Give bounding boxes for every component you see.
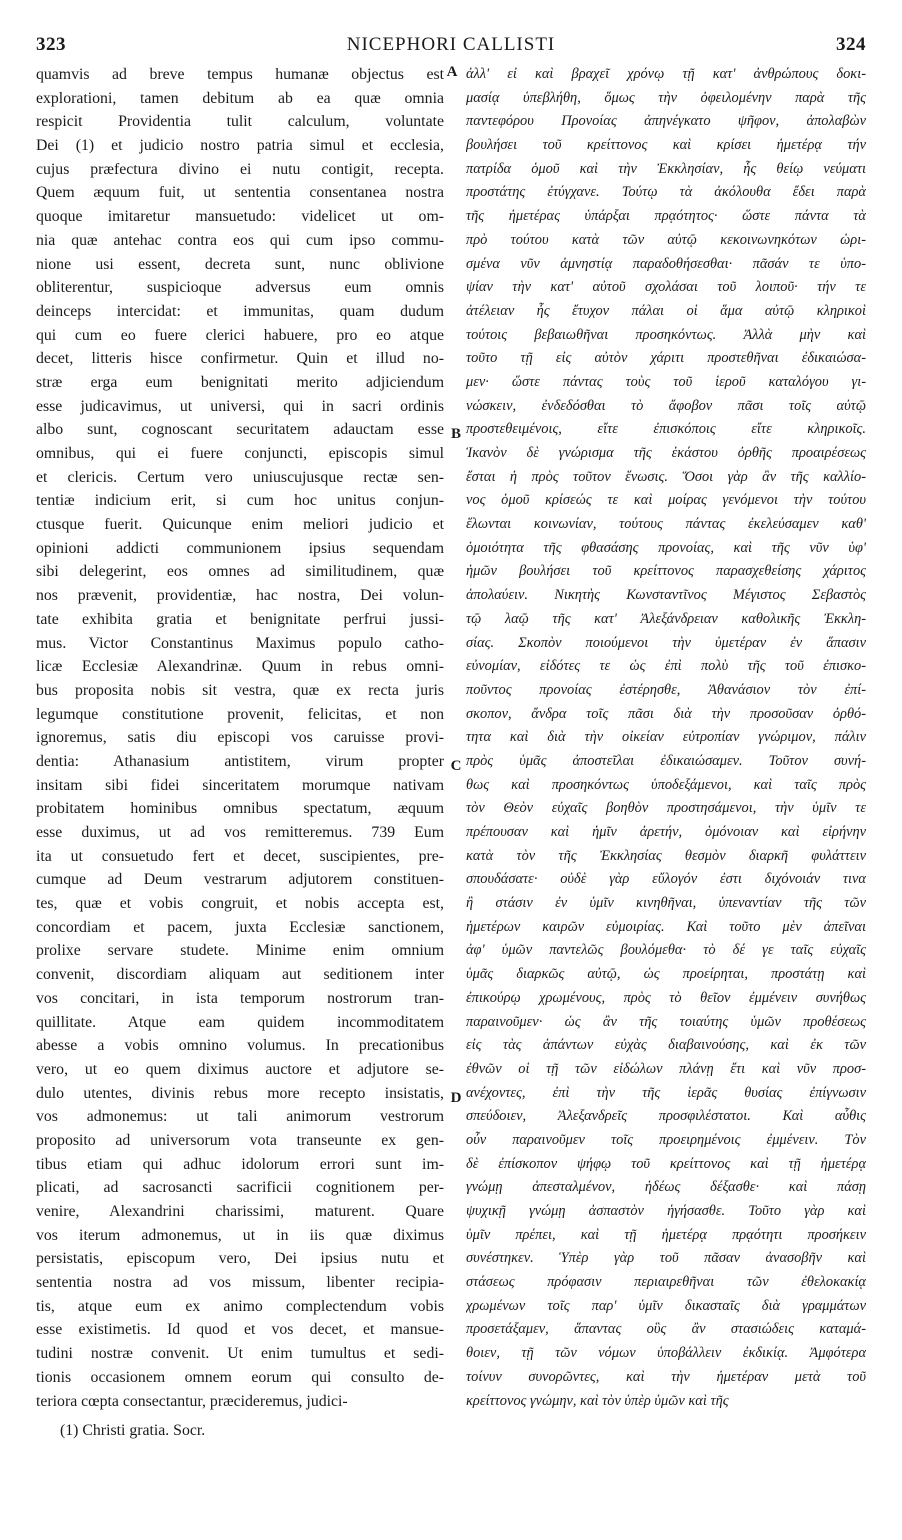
greek-text-line: ψυχικῇ γνώμῃ ἀσπαστὸν ἡγήσασθε. Τοῦτο γὰρ καὶ xyxy=(466,1203,866,1219)
greek-text-line: τῷ λαῷ τῆς κατ' Ἀλεξάνδρειαν καθολικῆς Ἐκκλη- xyxy=(466,610,866,627)
latin-text-line: explorationi, tamen debitum ab ea quæ omnia xyxy=(36,89,444,107)
greek-text-line: πατρίδα ὁμοῦ καὶ τὴν Ἐκκλησίαν, ἧς θείῳ νεύματι xyxy=(466,160,866,177)
latin-text-line: mus. Victor Constantinus Maximus populo catho- xyxy=(36,634,444,652)
latin-text-line: sententia nostra ad vos missum, libenter recipia- xyxy=(36,1274,444,1292)
latin-text-line: plicati, ad sacrosancti sacrificii cognitionem per- xyxy=(36,1179,444,1197)
latin-text-line: deinceps intercidat: et immunitas, quam dudum xyxy=(36,302,444,320)
latin-text-line: ignoremus, satis diu episcopi vos caruisse provi- xyxy=(36,729,444,747)
greek-text-line: εἰς τὰς ἁπάντων εὐχὰς διαβαινούσης, καὶ ἐκ τῶν xyxy=(466,1037,866,1054)
greek-text-line: ἐθνῶν οἱ τῇ τῶν εἰδώλων πλάνῃ ἔτι καὶ νῦν προσ- xyxy=(466,1060,866,1077)
greek-text-line: σπουδάσατε· οὐδὲ γὰρ εὔλογόν ἐστι διχόνοιάν τινα xyxy=(466,871,866,888)
latin-text-line: venire, Alexandrini charissimi, maturent. Quare xyxy=(36,1203,444,1220)
latin-text-line: decet, litteris hisce confirmetur. Quin et illud no- xyxy=(36,350,444,368)
latin-text-line: dentia: Athanasium antistitem, virum propter xyxy=(36,752,444,770)
greek-text-line: προστάτης ἐτύγχανε. Τούτῳ τὰ ἀκόλουθα ἔδει παρὰ xyxy=(466,184,866,201)
latin-text-line: quamvis ad breve tempus humanæ objectus est xyxy=(36,66,444,83)
latin-text-line: respicit Providentia tulit calculum, voluntate xyxy=(36,113,444,131)
greek-text-line: δὲ ἐπίσκοπον ψήφῳ τοῦ κρείττονος καὶ τῇ ἡμετέρᾳ xyxy=(466,1155,866,1172)
greek-text-line: κατὰ τὸν τῆς Ἐκκλησίας θεσμὸν διαρκῆ φυλάττειν xyxy=(466,847,866,864)
greek-text-line: ἡμῶν βουλήσει τοῦ κρείττονος παρασχεθείσης χάριτος xyxy=(466,563,866,580)
greek-text-line: σπεύδοιεν, Ἀλεξανδρεῖς προσφιλέστατοι. Καὶ αὖθις xyxy=(466,1108,866,1125)
latin-text-line: abesse a vobis omnino volumus. In precationibus xyxy=(36,1037,444,1055)
greek-text-line: πρὸ τούτου κατὰ τῶν αὐτῷ κεκοινωνηκότων ὡρι- xyxy=(466,231,866,248)
greek-text-line: προσετάξαμεν, ἅπαντας οὓς ἂν στασιώδεις καταμά- xyxy=(466,1321,866,1338)
latin-text-line: nione usi essent, decreta sunt, nunc oblivione xyxy=(36,255,444,273)
latin-text-line: ita ut consuetudo fert et decet, suscipientes, pre- xyxy=(36,847,444,865)
greek-text-line: προστεθειμένοις, εἴτε ἐπισκόποις εἴτε κληρικοῖς. xyxy=(466,421,866,438)
greek-text-line: οὖν παραινοῦμεν τοῖς προειρημένοις ἐμμένειν. Τὸν xyxy=(466,1131,866,1148)
latin-text-line: tate exhibita gratia et benignitate perfrui jussi- xyxy=(36,610,444,628)
latin-text-line: insitam sibi fidei sinceritatem morumque nativam xyxy=(36,776,444,794)
greek-text-line: χρωμένων τοῖς παρ' ὑμῖν δικασταῖς διὰ γραμμάτων xyxy=(466,1297,866,1314)
latin-text-line: convenit, discordiam aliquam aut seditionem inter xyxy=(36,966,444,984)
margin-letter-d: D xyxy=(450,1090,462,1106)
greek-text-line: παντεφόρου Προνοίας ἀπηνέγκατο ψῆφον, ἀπολαβὼν xyxy=(466,113,866,130)
greek-text-line: νώσκειν, ἐνδεδόσθαι τὸ ἄφοβον πᾶσι τοῖς αὐτῷ xyxy=(466,397,866,414)
greek-text-line: θως καὶ προσηκόντως ὑποδεξάμενοι, καὶ ταῖς πρὸς xyxy=(466,776,866,793)
greek-text-line: συνέστηκεν. Ὑπὲρ γὰρ τοῦ πᾶσαν ἀνασοβῆν καὶ xyxy=(466,1250,866,1267)
running-header xyxy=(36,34,866,58)
greek-text-line: τητα καὶ διὰ τὴν οἰκείαν εὐτροπίαν γνώριμον, πάλιν xyxy=(466,729,866,746)
greek-text-line: ἔσται ἡ πρὸς τοῦτον ἕνωσις. Ὅσοι γὰρ ἂν τῆς καλλίο- xyxy=(466,468,866,485)
greek-text-line: τοίνυν συνορῶντες, καὶ τὴν ἡμετέραν μετὰ τοῦ xyxy=(466,1368,866,1385)
greek-text-line: ὑμῖν πρέπει, καὶ τῇ ἡμετέρᾳ πρᾳότητι προσήκειν xyxy=(466,1226,866,1243)
greek-text-line: ἀπολαύειν. Νικητὴς Κωνσταντῖνος Μέγιστος Σεβαστὸς xyxy=(466,587,866,604)
latin-text-line: quoque imitaretur mansuetudo: videlicet ut om- xyxy=(36,208,444,226)
greek-text-line: ανέχοντες, ἐπὶ τὴν τῆς ἱερᾶς θυσίας ἐπίγνωσιν xyxy=(466,1084,866,1101)
greek-text-line: εὐνομίαν, εἰδότες τε ὡς ἐπὶ πολὺ τῆς τοῦ ἐπισκο- xyxy=(466,658,866,675)
latin-text-line: Quem æquum fuit, ut sententia consentanea nostra xyxy=(36,184,444,202)
latin-text-line: obliterentur, suspicioque adversus eum omnis xyxy=(36,279,444,297)
latin-text-line: probitatem hominibus omnibus spectatum, æquum xyxy=(36,800,444,818)
margin-letter-c: C xyxy=(450,758,462,774)
greek-text-line: ὁμοιότητα τῆς φθασάσης προνοίας, καὶ τῆς νῦν ὑφ' xyxy=(466,539,866,556)
greek-text-line: ἀφ' ὑμῶν παντελῶς βουλόμεθα· τὸ δέ γε ταῖς εὐχαῖς xyxy=(466,942,866,959)
latin-text-line: vero, ut eo quem diximus auctore et adjutore se- xyxy=(36,1060,444,1078)
latin-text-line: vos concitari, in ista temporum nostrorum tran- xyxy=(36,989,444,1007)
greek-text-line: σίας. Σκοπὸν ποιούμενοι τὴν ὑμετέραν ἐν ἅπασιν xyxy=(466,634,866,651)
greek-text-line: ψίαν τὴν κατ' αὐτοῦ σχολάσαι τοῦ λοιποῦ· τήν τε xyxy=(466,279,866,296)
greek-text-line: τοῦτο τῇ εἰς αὐτὸν χάριτι προστεθῆναι ἐδικαιώσα- xyxy=(466,350,866,367)
latin-text-line: esse duximus, ut ad vos remitteremus. 739 Eum xyxy=(36,824,444,841)
latin-text-line: qui cum eo fuere clerici habuere, pro eo atque xyxy=(36,326,444,344)
greek-text-line: ὑμᾶς διαρκῶς αὐτῷ, ὡς προείρηται, προστάτῃ καὶ xyxy=(466,966,866,983)
latin-text-line: esse judicavimus, ut universi, qui in sacri ordinis xyxy=(36,397,444,415)
greek-text-line: βουλήσει τοῦ κρείττονος καὶ κρίσει ἡμετέρᾳ τήν xyxy=(466,137,866,154)
greek-text-line: ἐπικούρῳ χρωμένους, πρὸς τὸ θεῖον ἐμμένειν συνήθως xyxy=(466,989,866,1006)
right-page-number: 324 xyxy=(836,34,866,55)
latin-text-line: tentiæ indicium erit, si cum hoc unitus conjun- xyxy=(36,492,444,510)
greek-text-line: νος ὁμοῦ κρίσεώς τε καὶ μοίρας γενόμενοι τὴν τούτου xyxy=(466,492,866,509)
latin-text-line: ctusque fuerit. Quicunque enim meliori judicio et xyxy=(36,516,444,534)
latin-text-line: cujus præfectura divino ei nutu contigit, recepta. xyxy=(36,160,444,178)
greek-text-line: γνώμῃ ἀπεσταλμένον, ἡδέως δέξασθε· καὶ πάσῃ xyxy=(466,1179,866,1196)
greek-text-line: τῆς ἡμετέρας ὑπάρξαι πρᾳότητος· ὥστε πάντα τὰ xyxy=(466,208,866,225)
greek-text-line: πρέπουσαν καὶ ἡμῖν ἀρετήν, ὁμόνοιαν καὶ εἰρήνην xyxy=(466,824,866,840)
latin-text-line: nia quæ antehac contra eos qui cum ipso commu- xyxy=(36,231,444,249)
greek-text-line: τὸν Θεὸν εὐχαῖς βοηθὸν προστησάμενοι, τὴν ὑμῖν τε xyxy=(466,800,866,817)
greek-text-line: σκοπον, ἄνδρα τοῖς πᾶσι διὰ τὴν προσοῦσαν ὀρθό- xyxy=(466,705,866,722)
latin-text-line: vos iterum admonemus, ut in iis quæ diximus xyxy=(36,1226,444,1244)
latin-text-line: dulo utentes, divinis rebus more recepto insistatis, xyxy=(36,1084,444,1102)
latin-text-line: omnibus, qui ei fuere conjuncti, episcopis simul xyxy=(36,445,444,462)
margin-letter-b: B xyxy=(450,426,461,442)
greek-text-line: ἀτέλειαν ἧς ἔτυχον πάλαι οἱ ἅμα αὐτῷ κληρικοὶ xyxy=(466,302,866,319)
latin-text-line: tudini nostræ convenit. Ut enim tumultus et sedi- xyxy=(36,1345,444,1363)
latin-text-line: concordiam et pacem, juxta Ecclesiæ sanctionem, xyxy=(36,918,444,936)
latin-text-line: cumque ad Deum vestrarum adjutorem constituen- xyxy=(36,871,444,889)
greek-text-line: κρείττονος γνώμην, καὶ τὸν ὑπὲρ ὑμῶν καὶ τῆς xyxy=(466,1392,729,1409)
greek-column xyxy=(466,63,866,1413)
latin-text-line: tionis occasionem omnem eorum qui consulto de- xyxy=(36,1368,444,1386)
latin-text-line: persistatis, episcopum vero, Dei ipsius nutu et xyxy=(36,1250,444,1268)
latin-text-line: sibi delegerint, eos omnes ad similitudinem, quæ xyxy=(36,563,444,581)
latin-text-line: proposito ad universorum vota transeunte ex gen- xyxy=(36,1131,444,1149)
latin-text-line: opinioni addicti communionem ipsius sequendam xyxy=(36,539,444,557)
greek-text-line: μεν· ὥστε πάντας τοὺς τοῦ ἱεροῦ καταλόγου γι- xyxy=(466,373,866,390)
latin-text-line: bus proposita nobis sit vestra, quæ ex recta juris xyxy=(36,681,444,699)
greek-text-line: στάσεως πρόφασιν περιαιρεθῆναι τῶν ἐθελοκακίᾳ xyxy=(466,1274,866,1291)
latin-text-line: legumque constitutione provenit, felicitas, et non xyxy=(36,705,444,723)
greek-text-line: ἕλωνται κοινωνίαν, τούτους πάντας ἐκελεύσαμεν καθ' xyxy=(466,516,866,533)
latin-text-line: stræ erga eum benignitati merito adjiciendum xyxy=(36,373,444,391)
greek-text-line: ποῦντος προνοίας ἐστέρησθε, Ἀθανάσιον τὸν ἐπί- xyxy=(466,681,866,698)
latin-text-line: nos prævenit, providentiæ, hac nostra, Dei volun- xyxy=(36,587,444,605)
greek-text-line: ἢ στάσιν ἐν ὑμῖν κινηθῆναι, ὑπεναντίαν τῆς τῶν xyxy=(466,895,866,912)
footnote: (1) Christi gratia. Socr. xyxy=(60,1422,206,1439)
running-title: NICEPHORI CALLISTI xyxy=(346,34,556,55)
greek-text-line: σμένα νῦν ἀμνηστίᾳ παραδοθήσεσθαι· πᾶσάν τε ὑπο- xyxy=(466,255,866,272)
latin-text-line: tibus etiam qui adhuc idolorum errori sunt im- xyxy=(36,1155,444,1173)
latin-text-line: teriora cœpta consectantur, præcideremus, judici- xyxy=(36,1392,348,1410)
latin-text-line: esse existimetis. Id quod et vos decet, et mansue- xyxy=(36,1321,444,1339)
latin-column xyxy=(36,63,444,1413)
greek-text-line: Ἱκανὸν δὲ γνώρισμα τῆς ἑκάστου ὀρθῆς προαιρέσεως xyxy=(466,445,866,461)
latin-text-line: tes, quæ et vobis congruit, et nobis accepta est, xyxy=(36,895,444,913)
latin-text-line: vos admonemus: ut tali animorum vestrorum xyxy=(36,1108,444,1126)
latin-text-line: Dei (1) et judicio nostro patria simul et ecclesia, xyxy=(36,137,444,155)
margin-letter-a: A xyxy=(446,64,458,80)
greek-text-line: μασίᾳ ὑπεβλήθη, ὅμως τὴν ὀφειλομένην παρὰ τῆς xyxy=(466,89,866,106)
greek-text-line: ἡμετέρων καιρῶν εὐμοιρίας. Καὶ τοῦτο μὲν ἀπεῖναι xyxy=(466,918,866,935)
greek-text-line: παραινοῦμεν· ὡς ἂν τῆς τοιαύτης ὑμῶν προθέσεως xyxy=(466,1013,866,1030)
left-page-number: 323 xyxy=(36,34,66,55)
greek-text-line: ἀλλ' εἰ καὶ βραχεῖ χρόνῳ τῇ κατ' ἀνθρώπους δοκι- xyxy=(466,66,866,82)
latin-text-line: albo sunt, cognoscant securitatem adauctam esse xyxy=(36,421,444,439)
greek-text-line: τούτοις βεβαιωθῆναι προσηκόντως. Ἀλλὰ μὴν καὶ xyxy=(466,326,866,343)
greek-text-line: πρὸς ὑμᾶς ἀποστεῖλαι ἐδικαιώσαμεν. Τοῦτον συνή- xyxy=(466,752,866,769)
latin-text-line: quillitate. Atque eam quidem incommoditatem xyxy=(36,1013,444,1031)
greek-text-line: θοιεν, τῇ τῶν νόμων ὑποβάλλειν ἐκδικίᾳ. Ἀμφότερα xyxy=(466,1345,866,1362)
latin-text-line: licæ Ecclesiæ Alexandrinæ. Quum in rebus omni- xyxy=(36,658,444,676)
latin-text-line: et clericis. Certum vero uniuscujusque rectæ sen- xyxy=(36,468,444,486)
latin-text-line: tis, atque eum ex animo complectendum vobis xyxy=(36,1297,444,1315)
latin-text-line: prolixe servare studete. Minime enim omnium xyxy=(36,942,444,960)
